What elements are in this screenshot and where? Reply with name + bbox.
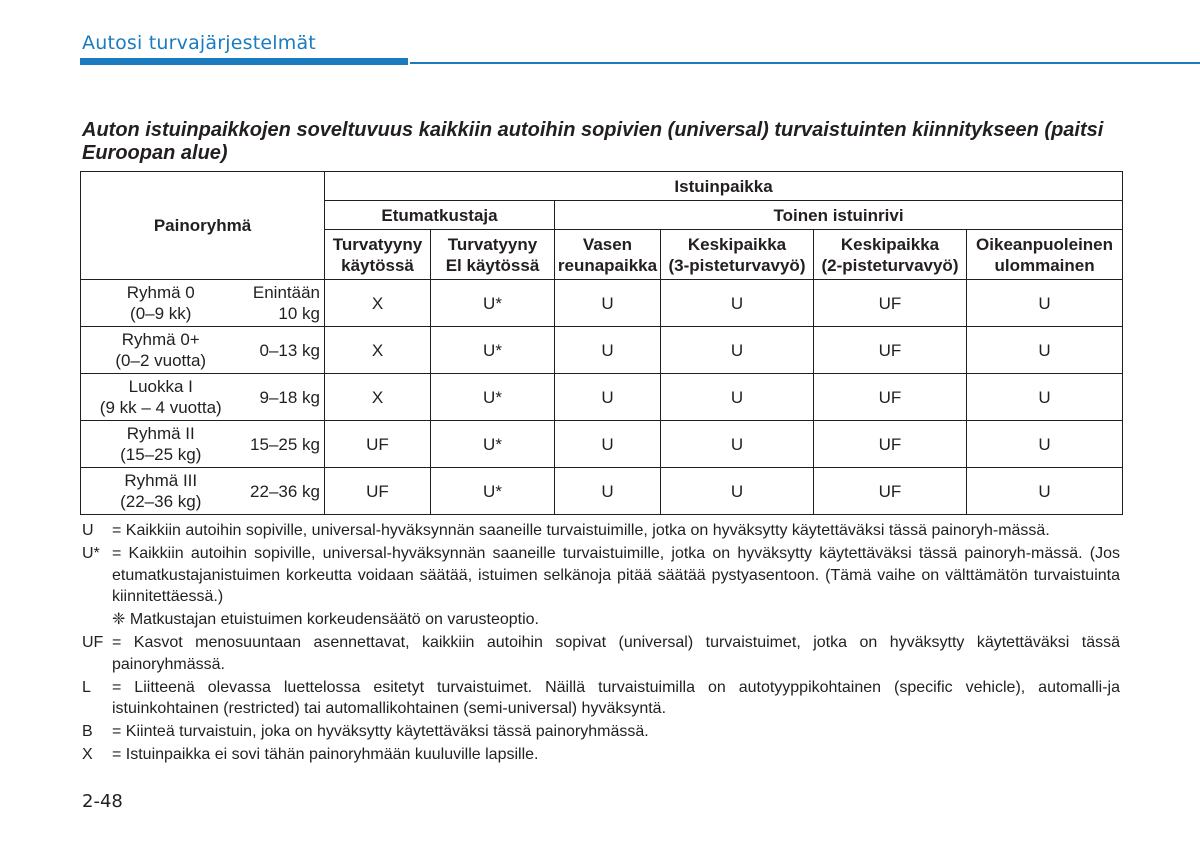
- value-cell: U: [661, 421, 814, 468]
- value-cell: U*: [431, 374, 555, 421]
- value-cell: UF: [814, 421, 967, 468]
- legend-text: = Liitteenä olevassa luettelossa esitetyt turvaistuimet. Näillä turvaistuimilla on autotyyppikohtainen (specific vehicle), automalli-ja istuinkohtainen (restricted) tai automallikohtainen (semi-universal) hyväksyntä.: [112, 678, 1120, 717]
- value-cell: X: [325, 374, 431, 421]
- value-cell: UF: [814, 327, 967, 374]
- legend-text: = Kaikkiin autoihin sopiville, universal-hyväksynnän saaneille turvaistuimille, jotka on hyväksytty käytettäväksi tässä painoryh-mässä.: [112, 522, 1050, 539]
- group-cell: Ryhmä 0 (0–9 kk): [81, 280, 241, 327]
- value-cell: U: [555, 468, 661, 515]
- legend-item: [82, 721, 1120, 743]
- table-row: [81, 421, 1123, 468]
- legend-item: [82, 543, 1120, 631]
- table-row: [81, 280, 1123, 327]
- value-cell: U*: [431, 327, 555, 374]
- legend-key: U*: [82, 545, 100, 562]
- group-cell: Ryhmä III (22–36 kg): [81, 468, 241, 515]
- weight-group-header: Painoryhmä: [81, 172, 325, 280]
- header-rule-thin: [410, 62, 1200, 64]
- value-cell: U: [555, 280, 661, 327]
- front-passenger-header: Etumatkustaja: [325, 201, 555, 230]
- value-cell: U: [555, 327, 661, 374]
- value-cell: X: [325, 280, 431, 327]
- value-cell: U: [967, 280, 1123, 327]
- group-cell: Ryhmä 0+ (0–2 vuotta): [81, 327, 241, 374]
- section-title: Autosi turvajärjestelmät: [82, 32, 316, 54]
- col-header-center-2pt: Keskipaikka (2-pisteturvavyö): [814, 230, 967, 280]
- value-cell: U*: [431, 421, 555, 468]
- group-cell: Luokka I (9 kk – 4 vuotta): [81, 374, 241, 421]
- legend-key: L: [82, 678, 91, 696]
- col-header-right-outboard: Oikeanpuoleinen ulommainen: [967, 230, 1123, 280]
- col-header-left-outboard: Vasen reunapaikka: [555, 230, 661, 280]
- legend-key: B: [82, 723, 93, 740]
- legend-subnote: ❈ Matkustajan etuistuimen korkeudensäätö on varusteoptio.: [112, 611, 539, 628]
- legend-item: [82, 744, 1120, 766]
- value-cell: U: [661, 468, 814, 515]
- legend-item: [82, 520, 1120, 542]
- col-header-center-3pt: Keskipaikka (3-pisteturvavyö): [661, 230, 814, 280]
- value-cell: UF: [814, 280, 967, 327]
- legend-text: = Istuinpaikka ei sovi tähän painoryhmään kuuluville lapsille.: [112, 746, 539, 763]
- value-cell: UF: [325, 468, 431, 515]
- header-rule-thick: [80, 58, 408, 65]
- legend-key: UF: [82, 634, 104, 651]
- value-cell: U: [967, 421, 1123, 468]
- value-cell: UF: [814, 374, 967, 421]
- page-number: 2-48: [82, 791, 123, 812]
- value-cell: UF: [814, 468, 967, 515]
- value-cell: U: [661, 374, 814, 421]
- legend-key: U: [82, 522, 94, 539]
- legend-key: X: [82, 746, 93, 763]
- value-cell: U*: [431, 280, 555, 327]
- value-cell: UF: [325, 421, 431, 468]
- weight-cell: 0–13 kg: [241, 327, 325, 374]
- second-row-header: Toinen istuinrivi: [555, 201, 1123, 230]
- seating-position-header: Istuinpaikka: [325, 172, 1123, 201]
- legend-text: = Kiinteä turvaistuin, joka on hyväksytty käytettäväksi tässä painoryhmässä.: [112, 723, 649, 740]
- value-cell: U: [967, 374, 1123, 421]
- weight-cell: 22–36 kg: [241, 468, 325, 515]
- weight-cell: 15–25 kg: [241, 421, 325, 468]
- value-cell: U: [661, 280, 814, 327]
- weight-cell: Enintään 10 kg: [241, 280, 325, 327]
- value-cell: U: [967, 468, 1123, 515]
- legend-notes: [82, 520, 1120, 767]
- value-cell: X: [325, 327, 431, 374]
- group-cell: Ryhmä II (15–25 kg): [81, 421, 241, 468]
- legend-text: = Kaikkiin autoihin sopiville, universal-hyväksynnän saaneille turvaistuimille, jotka on hyväksytty käytettäväksi tässä painoryh-mässä. (Jos etumatkustajanistuimen korkeutta voidaan säätää, istuimen selkänoja pitää säätää pystyasentoon. (Tämä vaihe on välttämätön turvaistuinta kiinnitettäessä.) ❈ Matkustajan etuistuimen korkeudensäätö on varusteoptio.: [112, 543, 1120, 631]
- weight-cell: 9–18 kg: [241, 374, 325, 421]
- value-cell: U: [555, 421, 661, 468]
- col-header-airbag-on: Turvatyyny käytössä: [325, 230, 431, 280]
- value-cell: U*: [431, 468, 555, 515]
- legend-item: [82, 632, 1120, 675]
- value-cell: U: [661, 327, 814, 374]
- legend-item: [82, 677, 1120, 720]
- legend-text: = Kasvot menosuuntaan asennettavat, kaikkiin autoihin sopivat (universal) turvaistuimet, jotka on hyväksytty käytettäväksi tässä painoryhmässä.: [112, 634, 1120, 673]
- value-cell: U: [555, 374, 661, 421]
- table-row: [81, 468, 1123, 515]
- table-row: [81, 374, 1123, 421]
- value-cell: U: [967, 327, 1123, 374]
- col-header-airbag-off: Turvatyyny El käytössä: [431, 230, 555, 280]
- table-row: [81, 327, 1123, 374]
- seat-compatibility-table: [80, 171, 1123, 515]
- page-heading: Auton istuinpaikkojen soveltuvuus kaikkiin autoihin sopivien (universal) turvaistuinten kiinnitykseen (paitsi Euroopan alue): [82, 119, 1104, 164]
